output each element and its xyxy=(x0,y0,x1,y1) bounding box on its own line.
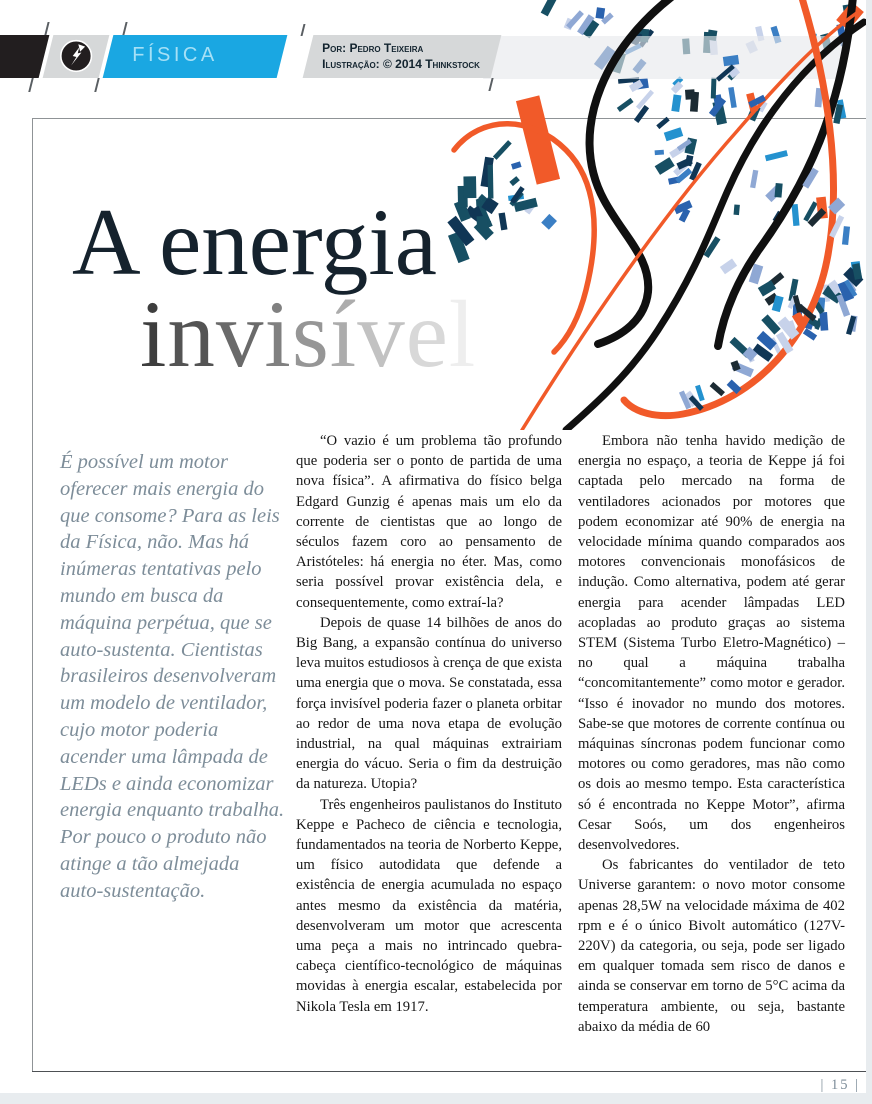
paragraph: Embora não tenha havido medição de energia no espaço, a teoria de Keppe já foi captada pelo mercado na forma de ventiladores acionados por motores que podem economizar até 90% de energia na velocidade mínima quando comparados aos motores convencionais monofásicos de indução. Como alternativa, podem até gerar energia para acender lâmpadas LED acopladas ao produto graças ao sistema STEM (Sistema Turbo Eletro-Magnético) – no qual a máquina trabalha “concomitantemente” como motor e gerador. “Isso é inovador no mundo dos motores. Sabe-se que motores de corrente contínua ou máquinas síncronas podem funcionar como motores ou como geradores, mas não como os dois ao mesmo tempo. Esta característica só é encontrada no Keppe Motor”, afirma Cesar Soós, um dos engenheiros desenvolvedores. xyxy=(578,433,845,854)
paragraph: Os fabricantes do ventilador de teto Universe garantem: o novo motor consome apenas 28,5W na velocidade máxima de 402 rpm e é o único Bivolt automático (127V-220V) da categoria, ou seja, pode ser ligado em qualquer tomada sem risco de danos e ainda se conservar em torno de 5°C acima da temperatura ambiente, ou seja, bastante abaixo da média de 60 xyxy=(578,857,845,1035)
credits-banner xyxy=(303,35,502,78)
category-label: FÍSICA xyxy=(132,44,218,66)
body-column-2 xyxy=(578,431,845,1037)
credit-illustration: Ilustração: © 2014 Thinkstock xyxy=(322,57,480,71)
intro-paragraph: É possível um motor oferecer mais energia do que consome? Para as leis da Física, não. Mas há inúmeras tentativas pelo mundo em busca da máquina perpétua, que se auto-sustenta. Cientistas brasileiros desenvolveram um modelo de ventilador, cujo motor poderia acender uma lâmpada de LEDs e ainda economizar energia enquanto trabalha. Por pouco o produto não atinge a tão almejada auto-sustentação. xyxy=(60,451,285,902)
banner-category-segment xyxy=(103,35,288,78)
frame-left-rule xyxy=(32,118,33,1071)
paragraph: Depois de quase 14 bilhões de anos do Big Bang, a expansão contínua do universo leva muitos estudiosos à crença de que exista uma energia que o mova. Se constatada, essa força invisível poderia fazer o planeta orbitar ao redor de uma nova etapa de evolução industrial, na qual máquinas extrairiam energia do vácuo. Seria o fim da destruição da natureza. Utopia? xyxy=(296,614,562,793)
body-column-1 xyxy=(296,431,562,1017)
paragraph: Três engenheiros paulistanos do Instituto Keppe e Pacheco de ciência e tecnologia, fundamentados na teoria de Norberto Keppe, um físico autodidata que defende a existência de energia acumulada no espaço antes mesmo da existência da matéria, desenvolveram um motor que acrescenta uma peça a mais no intrincado quebra-cabeça científico-tecnológico de máquinas movidas à energia escalar, estabelecida por Nikola Tesla em 1917. xyxy=(296,796,562,1015)
article-title xyxy=(72,189,477,387)
article-title-line-2: invisível xyxy=(140,281,477,387)
page-number: | 15 | xyxy=(820,1077,860,1093)
banner-gray-segment xyxy=(43,35,110,78)
footer-rule xyxy=(32,1071,866,1072)
bolt-arrow-icon xyxy=(58,38,94,74)
article-title-line-1: A energia xyxy=(72,189,437,295)
paragraph: “O vazio é um problema tão profundo que poderia ser o ponto de partida de uma nova física”. A afirmativa do físico belga Edgard Gunzig é apenas mais um elo da corrente de cientistas que ao longo de séculos fazem coro ao pensamento de Aristóteles: há energia no éter. Mas, como seria possível provar existência dela, e consequentemente, como extraí-la? xyxy=(296,433,562,611)
credit-author: Por: Pedro Teixeira xyxy=(322,41,424,55)
